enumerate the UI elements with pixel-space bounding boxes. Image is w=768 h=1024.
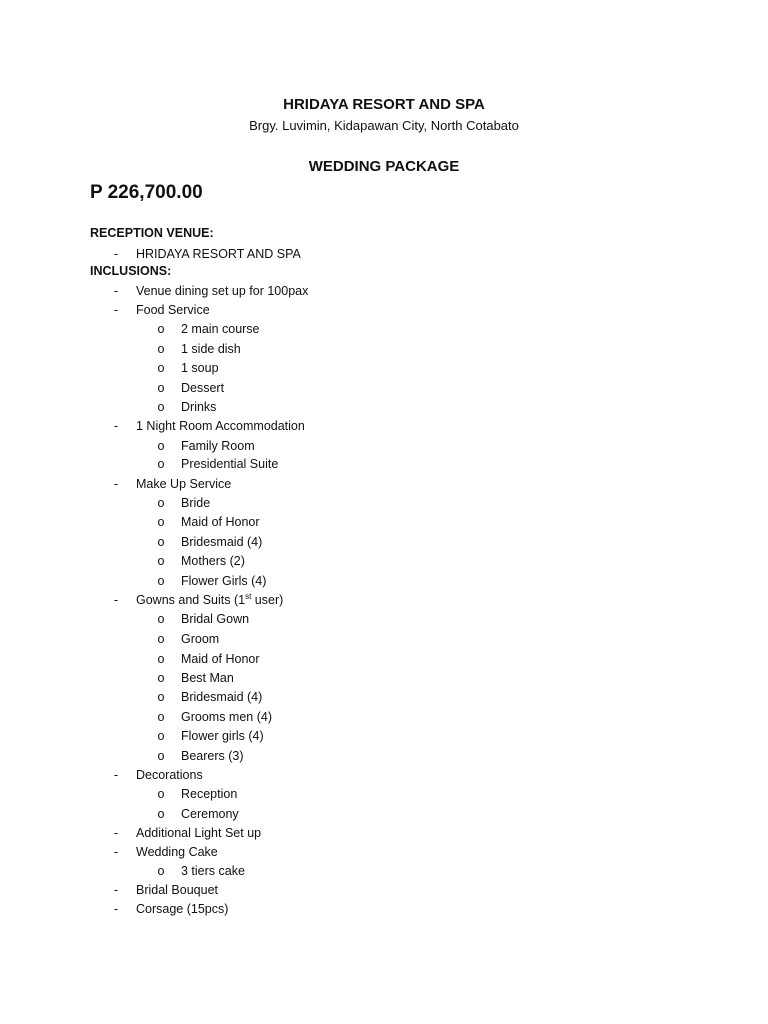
circle-bullet: o — [157, 342, 165, 356]
dash-bullet: - — [113, 419, 119, 433]
inclusion-item-label: Venue dining set up for 100pax — [136, 284, 309, 298]
inclusion-sub-item-label: Family Room — [181, 439, 255, 453]
circle-bullet: o — [157, 361, 165, 375]
circle-bullet: o — [157, 710, 165, 724]
inclusion-sub-item-label: Bride — [181, 496, 211, 510]
circle-bullet: o — [157, 690, 165, 704]
inclusion-sub-item-label: 3 tiers cake — [181, 864, 245, 878]
inclusion-sub-item-label: Bearers (3) — [181, 749, 244, 763]
circle-bullet: o — [157, 515, 165, 529]
inclusion-sub-item-label: Bridesmaid (4) — [181, 535, 263, 549]
inclusion-sub-item-label: Maid of Honor — [181, 652, 260, 666]
circle-bullet: o — [157, 381, 165, 395]
dash-bullet: - — [113, 247, 119, 261]
inclusion-item-label: Additional Light Set up — [136, 826, 262, 840]
inclusion-item-label: Bridal Bouquet — [136, 883, 219, 897]
circle-bullet: o — [157, 729, 165, 743]
inclusion-item-label: Decorations — [136, 768, 203, 782]
inclusion-sub-item-label: 1 side dish — [181, 342, 241, 356]
inclusion-sub-item-label: 1 soup — [181, 361, 219, 375]
circle-bullet: o — [157, 554, 165, 568]
ordinal-suffix: st — [245, 591, 252, 601]
circle-bullet: o — [157, 787, 165, 801]
inclusion-item-label: Food Service — [136, 303, 210, 317]
resort-title: HRIDAYA RESORT AND SPA — [283, 96, 485, 113]
inclusion-sub-item-label: Bridal Gown — [181, 612, 250, 626]
inclusion-sub-item-label: Ceremony — [181, 807, 239, 821]
inclusion-sub-item-label: Bridesmaid (4) — [181, 690, 263, 704]
package-title: WEDDING PACKAGE — [308, 158, 460, 175]
package-price: P 226,700.00 — [90, 182, 203, 203]
inclusion-sub-item-label: 2 main course — [181, 322, 260, 336]
circle-bullet: o — [157, 632, 165, 646]
inclusion-sub-item-label: Best Man — [181, 671, 234, 685]
inclusion-sub-item-label: Flower Girls (4) — [181, 574, 267, 588]
circle-bullet: o — [157, 457, 165, 471]
inclusion-sub-item-label: Presidential Suite — [181, 457, 279, 471]
inclusion-item-label: Corsage (15pcs) — [136, 902, 229, 916]
reception-venue-heading: RECEPTION VENUE: — [90, 226, 214, 240]
circle-bullet: o — [157, 807, 165, 821]
inclusion-item-label: Wedding Cake — [136, 845, 218, 859]
resort-address: Brgy. Luvimin, Kidapawan City, North Cotabato — [249, 118, 519, 133]
dash-bullet: - — [113, 593, 119, 607]
circle-bullet: o — [157, 439, 165, 453]
circle-bullet: o — [157, 612, 165, 626]
inclusion-item-label: 1 Night Room Accommodation — [136, 419, 305, 433]
inclusion-sub-item-label: Reception — [181, 787, 238, 801]
dash-bullet: - — [113, 845, 119, 859]
circle-bullet: o — [157, 322, 165, 336]
inclusion-sub-item-label: Mothers (2) — [181, 554, 245, 568]
circle-bullet: o — [157, 749, 165, 763]
inclusion-sub-item-label: Grooms men (4) — [181, 710, 272, 724]
inclusions-heading: INCLUSIONS: — [90, 264, 172, 278]
dash-bullet: - — [113, 284, 119, 298]
circle-bullet: o — [157, 574, 165, 588]
dash-bullet: - — [113, 768, 119, 782]
dash-bullet: - — [113, 303, 119, 317]
inclusion-sub-item-label: Flower girls (4) — [181, 729, 264, 743]
circle-bullet: o — [157, 864, 165, 878]
circle-bullet: o — [157, 535, 165, 549]
inclusion-sub-item-label: Groom — [181, 632, 220, 646]
dash-bullet: - — [113, 826, 119, 840]
dash-bullet: - — [113, 477, 119, 491]
venue-item-label: HRIDAYA RESORT AND SPA — [136, 247, 301, 261]
inclusion-item-label: Make Up Service — [136, 477, 232, 491]
circle-bullet: o — [157, 496, 165, 510]
inclusion-item-label: Gowns and Suits (1st user) — [136, 591, 284, 607]
dash-bullet: - — [113, 883, 119, 897]
inclusion-sub-item-label: Drinks — [181, 400, 217, 414]
inclusion-sub-item-label: Dessert — [181, 381, 225, 395]
dash-bullet: - — [113, 902, 119, 916]
inclusion-sub-item-label: Maid of Honor — [181, 515, 260, 529]
circle-bullet: o — [157, 652, 165, 666]
circle-bullet: o — [157, 400, 165, 414]
circle-bullet: o — [157, 671, 165, 685]
